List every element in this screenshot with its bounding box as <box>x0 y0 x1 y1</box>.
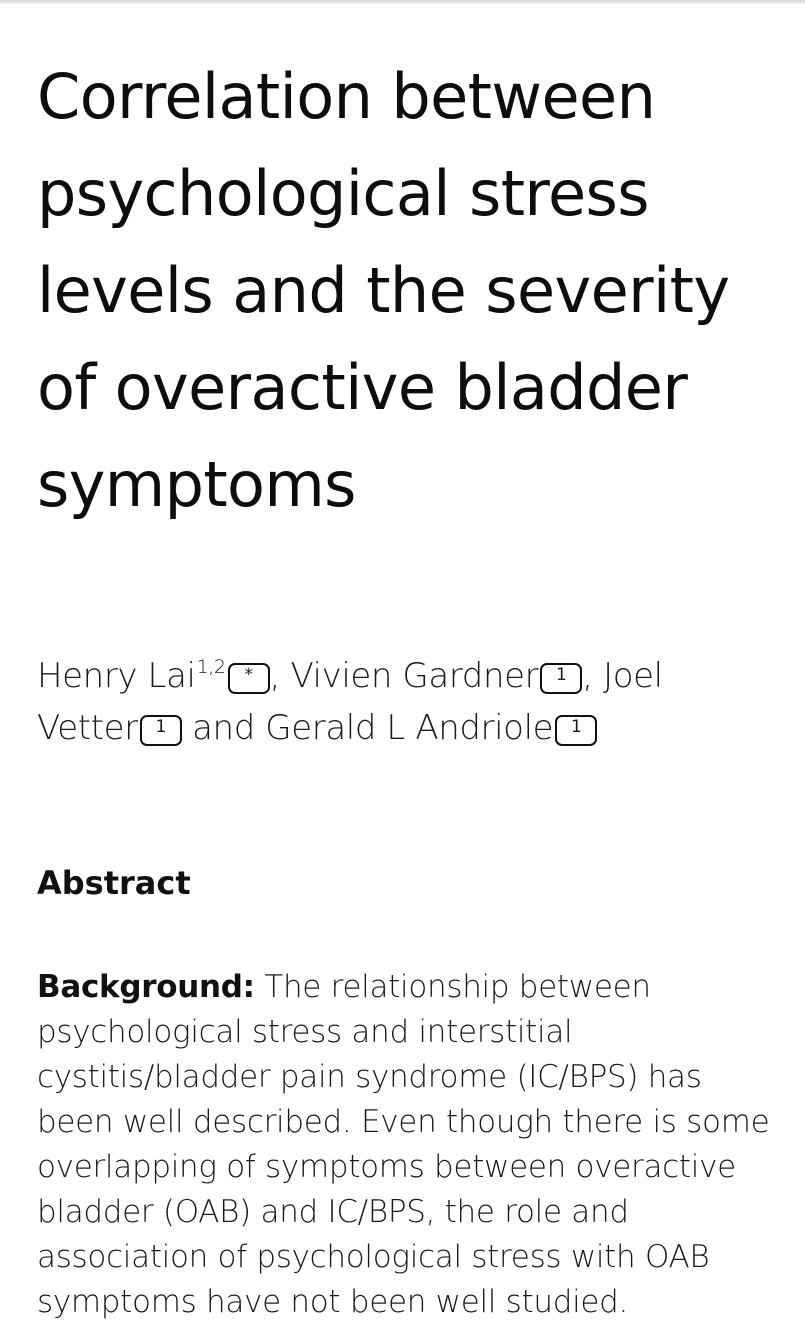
author-name: Vivien Gardner <box>290 656 539 696</box>
top-edge-shadow <box>0 0 805 4</box>
affiliation-badge[interactable]: 1 <box>540 663 582 694</box>
author-vivien-gardner[interactable] <box>290 656 582 696</box>
author-separator: and <box>181 708 266 748</box>
author-separator: , <box>582 656 604 696</box>
author-gerald-andriole[interactable] <box>265 708 597 748</box>
affiliation-badge[interactable]: 1 <box>555 715 597 746</box>
author-name: Gerald L Andriole <box>265 708 554 748</box>
article-title: Correlation between psychological stress levels and the severity of overactive bladder symptoms <box>37 60 730 521</box>
corresponding-author-badge[interactable]: * <box>228 663 270 694</box>
author-name: Henry Lai <box>37 656 196 696</box>
abstract-section-label: Background: <box>37 969 255 1005</box>
abstract-background <box>37 965 772 1325</box>
author-name: Joel Vetter <box>37 656 663 748</box>
author-list <box>37 650 767 754</box>
author-henry-lai[interactable] <box>37 656 270 696</box>
abstract-text: The relationship between psychological stress and interstitial cystitis/bladder pain syndrome (IC/BPS) has been well described. Even though there is some overlapping of symptoms between overactive bladder (OAB) and IC/BPS, the role and association of psychological stress with OAB symptoms have not been well studied. <box>37 969 770 1320</box>
abstract-heading: Abstract <box>37 864 191 902</box>
affiliation-superscript: 1,2 <box>196 656 226 678</box>
affiliation-badge[interactable]: 1 <box>140 715 182 746</box>
author-separator: , <box>269 656 291 696</box>
